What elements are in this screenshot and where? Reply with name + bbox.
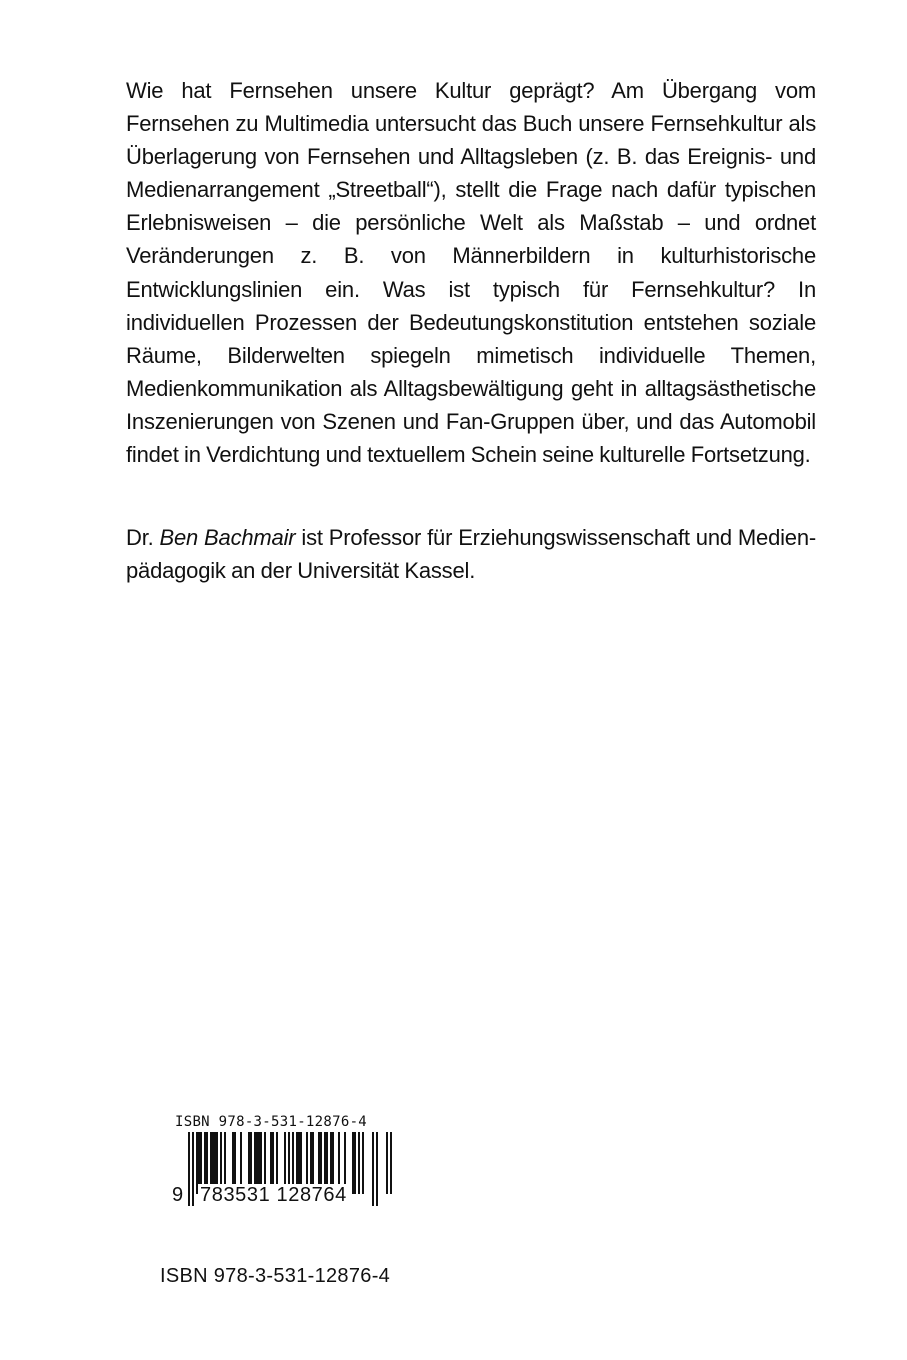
- barcode-bar: [362, 1132, 364, 1194]
- author-bio-line-1: [126, 521, 816, 554]
- barcode-first-digit: 9: [172, 1184, 184, 1206]
- barcode-bar: [354, 1132, 356, 1194]
- author-name: Ben Bachmair: [159, 525, 296, 550]
- author-title: Dr.: [126, 525, 154, 550]
- author-bio-line-2: pädagogik an der Universität Kassel.: [126, 558, 476, 584]
- book-description: Wie hat Fernsehen unsere Kultur geprägt? Am Übergang vom Fernsehen zu Multimedia untersucht das Buch unsere Fernsehkultur als Überlagerung von Fernsehen und Alltagsleben (z. B. das Ereignis- und Medienarrangement „Streetball“), stellt die Frage nach dafür typischen Erlebnisweisen – die persönliche Welt als Maßstab – und ordnet Veränderungen z. B. von Männerbildern in kulturhistorische Entwicklungslinien ein. Was ist typisch für Fernsehkultur? In individuellen Prozessen der Bedeutungskonstitution entstehen soziale Räume, Bilderwelten spiegeln mimetisch individuelle Themen, Medienkommunikation als Alltagsbewältigung geht in alltagsästhetische Inszenierungen von Szenen und Fan-Gruppen über, und das Automobil findet in Verdichtung und textuellem Schein seine kulturelle Fortsetzung.: [126, 78, 816, 468]
- barcode-bar: [386, 1132, 388, 1194]
- barcode-bar: [390, 1132, 392, 1194]
- barcode-digits: 783531 128764: [200, 1184, 347, 1206]
- barcode-bar: [352, 1132, 354, 1194]
- barcode-bar: [192, 1132, 194, 1206]
- barcode-isbn-label: ISBN 978-3-531-12876-4: [175, 1114, 368, 1130]
- barcode-bar: [358, 1132, 360, 1194]
- barcode-bar: [376, 1132, 378, 1206]
- author-bio-text: ist Professor für Erziehungswissenschaft und Medien-: [301, 525, 816, 550]
- author-bio: [126, 521, 816, 587]
- isbn-barcode: [170, 1114, 400, 1210]
- barcode-bar: [188, 1132, 190, 1206]
- barcode-bar: [372, 1132, 374, 1206]
- isbn-footer: ISBN 978-3-531-12876-4: [160, 1265, 391, 1287]
